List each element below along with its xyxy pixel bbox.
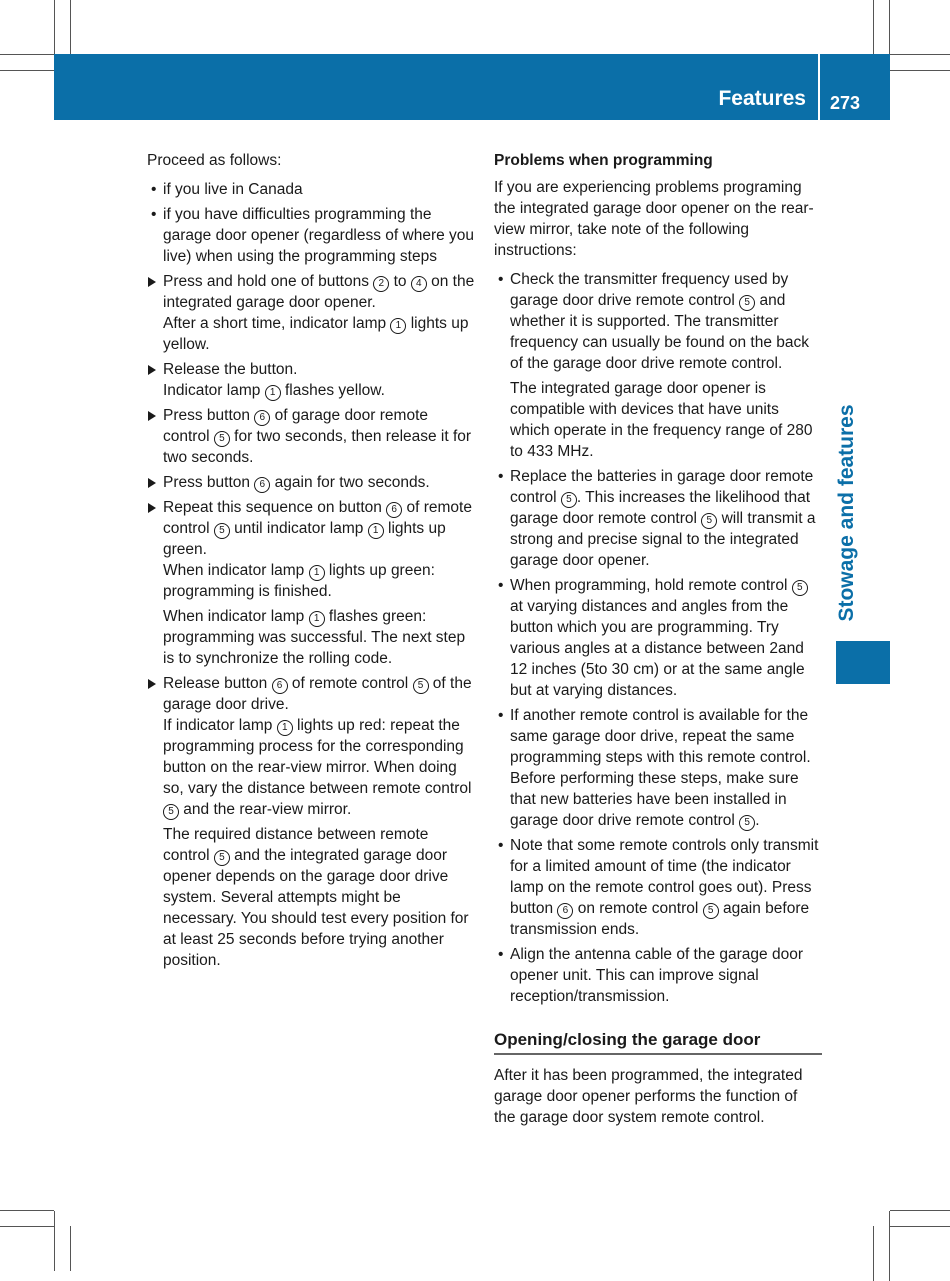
section-title: Opening/closing the garage door bbox=[494, 1029, 822, 1055]
instruction-step bbox=[147, 405, 475, 468]
step-note: and the integrated garage door opener depends on the garage door drive system. Several attempts might be necessary. You should test every position for at least 25 seconds before trying another position. bbox=[163, 847, 469, 969]
item-text: Replace the batteries in garage door remote control bbox=[510, 468, 814, 506]
step-note: flashes green: programming was successful. The next step is to synchronize the rolling code. bbox=[163, 608, 466, 667]
crop-mark bbox=[0, 1210, 54, 1211]
crop-mark bbox=[54, 1211, 55, 1271]
item-number-badge: 5 bbox=[214, 523, 230, 539]
item-note: The integrated garage door opener is compatible with devices that have units which operate in the frequency range of 280 to 433 MHz. bbox=[510, 380, 813, 460]
instruction-step bbox=[147, 359, 475, 401]
crop-mark bbox=[0, 1226, 54, 1227]
step-text: Release button bbox=[163, 675, 272, 692]
crop-mark bbox=[890, 70, 950, 71]
step-result: and the rear-view mirror. bbox=[179, 801, 352, 818]
item-text: on remote control bbox=[573, 900, 703, 917]
item-number-badge: 6 bbox=[254, 410, 270, 426]
crop-mark bbox=[890, 54, 950, 55]
item-number-badge: 5 bbox=[561, 492, 577, 508]
item-number-badge: 5 bbox=[739, 295, 755, 311]
item-number-badge: 1 bbox=[309, 611, 325, 627]
list-item: • if you have difficulties programming the garage door opener (regardless of where you live) when using the programming steps bbox=[147, 204, 475, 267]
step-text: of garage door remote control bbox=[163, 407, 429, 445]
step-text: Press and hold one of buttons bbox=[163, 273, 374, 290]
step-text: Press button bbox=[163, 474, 255, 491]
step-result: lights up yellow. bbox=[163, 315, 469, 353]
list-item bbox=[494, 575, 822, 701]
crop-mark bbox=[890, 1210, 950, 1211]
instruction-step bbox=[147, 497, 475, 669]
item-number-badge: 5 bbox=[739, 815, 755, 831]
page-number: 273 bbox=[830, 93, 861, 113]
list-item: • if you live in Canada bbox=[147, 179, 475, 200]
crop-mark bbox=[70, 0, 71, 54]
item-number-badge: 2 bbox=[373, 276, 389, 292]
step-text: Repeat this sequence on button bbox=[163, 499, 387, 516]
left-column bbox=[147, 150, 475, 975]
side-tab-label: Stowage and features bbox=[835, 404, 858, 622]
item-text: will transmit a strong and precise signal to the integrated garage door opener. bbox=[510, 510, 816, 569]
intro-text: Proceed as follows: bbox=[147, 152, 282, 169]
item-text: Check the transmitter frequency used by garage door drive remote control bbox=[510, 271, 789, 309]
item-number-badge: 5 bbox=[214, 431, 230, 447]
item-text: If another remote control is available for the same garage door drive, repeat the same programming steps with this remote control. Before performing these steps, make sure that new batteries have been installed in garage door drive remote control bbox=[510, 707, 811, 829]
side-tab-marker bbox=[836, 641, 890, 684]
item-number-badge: 4 bbox=[411, 276, 427, 292]
item-number-badge: 5 bbox=[413, 678, 429, 694]
item-number-badge: 1 bbox=[390, 318, 406, 334]
crop-mark bbox=[873, 1226, 874, 1281]
instruction-step bbox=[147, 271, 475, 355]
item-text: . bbox=[755, 812, 760, 829]
crop-mark bbox=[890, 1226, 950, 1227]
step-result: If indicator lamp bbox=[163, 717, 277, 734]
right-column bbox=[494, 150, 822, 1128]
step-text: Release the button. bbox=[163, 361, 298, 378]
list-item bbox=[494, 269, 822, 462]
crop-mark bbox=[889, 1211, 890, 1281]
item-number-badge: 5 bbox=[703, 903, 719, 919]
instruction-step bbox=[147, 472, 475, 493]
instruction-step bbox=[147, 673, 475, 971]
step-text: of remote control bbox=[287, 675, 413, 692]
step-text: to bbox=[389, 273, 411, 290]
item-number-badge: 1 bbox=[309, 565, 325, 581]
section-text: After it has been programmed, the integrated garage door opener performs the function of the garage door system remote control. bbox=[494, 1067, 803, 1126]
item-number-badge: 1 bbox=[277, 720, 293, 736]
list-item bbox=[494, 705, 822, 831]
crop-mark bbox=[889, 0, 890, 54]
item-text: Note that some remote controls only transmit for a limited amount of time (the indicator lamp on the remote control goes out). Press button bbox=[510, 837, 819, 917]
item-text: When programming, hold remote control bbox=[510, 577, 792, 594]
step-result: lights up green: programming is finished. bbox=[163, 562, 435, 600]
item-number-badge: 6 bbox=[254, 477, 270, 493]
step-text: until indicator lamp bbox=[229, 520, 368, 537]
crop-mark bbox=[0, 70, 54, 71]
item-number-badge: 6 bbox=[386, 502, 402, 518]
side-tab bbox=[830, 388, 864, 638]
list-item bbox=[494, 835, 822, 940]
item-number-badge: 6 bbox=[557, 903, 573, 919]
crop-mark bbox=[0, 54, 54, 55]
step-text: on the integrated garage door opener. bbox=[163, 273, 475, 311]
item-number-badge: 6 bbox=[272, 678, 288, 694]
crop-mark bbox=[54, 0, 55, 54]
item-text: . This increases the likelihood that garage door remote control bbox=[510, 489, 811, 527]
step-text: lights up green. bbox=[163, 520, 446, 558]
item-number-badge: 5 bbox=[214, 850, 230, 866]
item-number-badge: 5 bbox=[701, 513, 717, 529]
header-bar bbox=[54, 54, 890, 120]
header-divider bbox=[818, 54, 820, 120]
step-note: The required distance between remote control bbox=[163, 826, 429, 864]
step-result: flashes yellow. bbox=[280, 382, 385, 399]
list-item bbox=[494, 466, 822, 571]
item-text: at varying distances and angles from the button which you are programming. Try various angles at a distance between 2and 12 inches (5to 30 cm) or at the same angle but at varying distances. bbox=[510, 598, 805, 699]
list-item bbox=[494, 944, 822, 1007]
step-result: After a short time, indicator lamp bbox=[163, 315, 391, 332]
step-result: Indicator lamp bbox=[163, 382, 265, 399]
item-number-badge: 5 bbox=[163, 804, 179, 820]
step-text: Press button bbox=[163, 407, 255, 424]
step-result: lights up red: repeat the programming process for the corresponding button on the rear-view mirror. When doing so, vary the distance between remote control bbox=[163, 717, 472, 797]
step-text: of remote control bbox=[163, 499, 472, 537]
section-heading: Problems when programming bbox=[494, 152, 713, 169]
item-text: Align the antenna cable of the garage door opener unit. This can improve signal reception/transmission. bbox=[510, 946, 804, 1005]
item-number-badge: 1 bbox=[368, 523, 384, 539]
item-number-badge: 5 bbox=[792, 580, 808, 596]
step-text: again for two seconds. bbox=[270, 474, 430, 491]
step-result: When indicator lamp bbox=[163, 562, 309, 579]
item-number-badge: 1 bbox=[265, 385, 281, 401]
intro-text: If you are experiencing problems programing the integrated garage door opener on the rear-view mirror, take note of the following instructions: bbox=[494, 179, 814, 259]
item-text: again before transmission ends. bbox=[510, 900, 810, 938]
crop-mark bbox=[70, 1226, 71, 1271]
crop-mark bbox=[873, 0, 874, 54]
step-note: When indicator lamp bbox=[163, 608, 309, 625]
step-text: for two seconds, then release it for two seconds. bbox=[163, 428, 472, 466]
page-section-title: Features bbox=[718, 87, 806, 110]
step-text: of the garage door drive. bbox=[163, 675, 472, 713]
item-text: and whether it is supported. The transmitter frequency can usually be found on the back of the garage door drive remote control. bbox=[510, 292, 810, 372]
